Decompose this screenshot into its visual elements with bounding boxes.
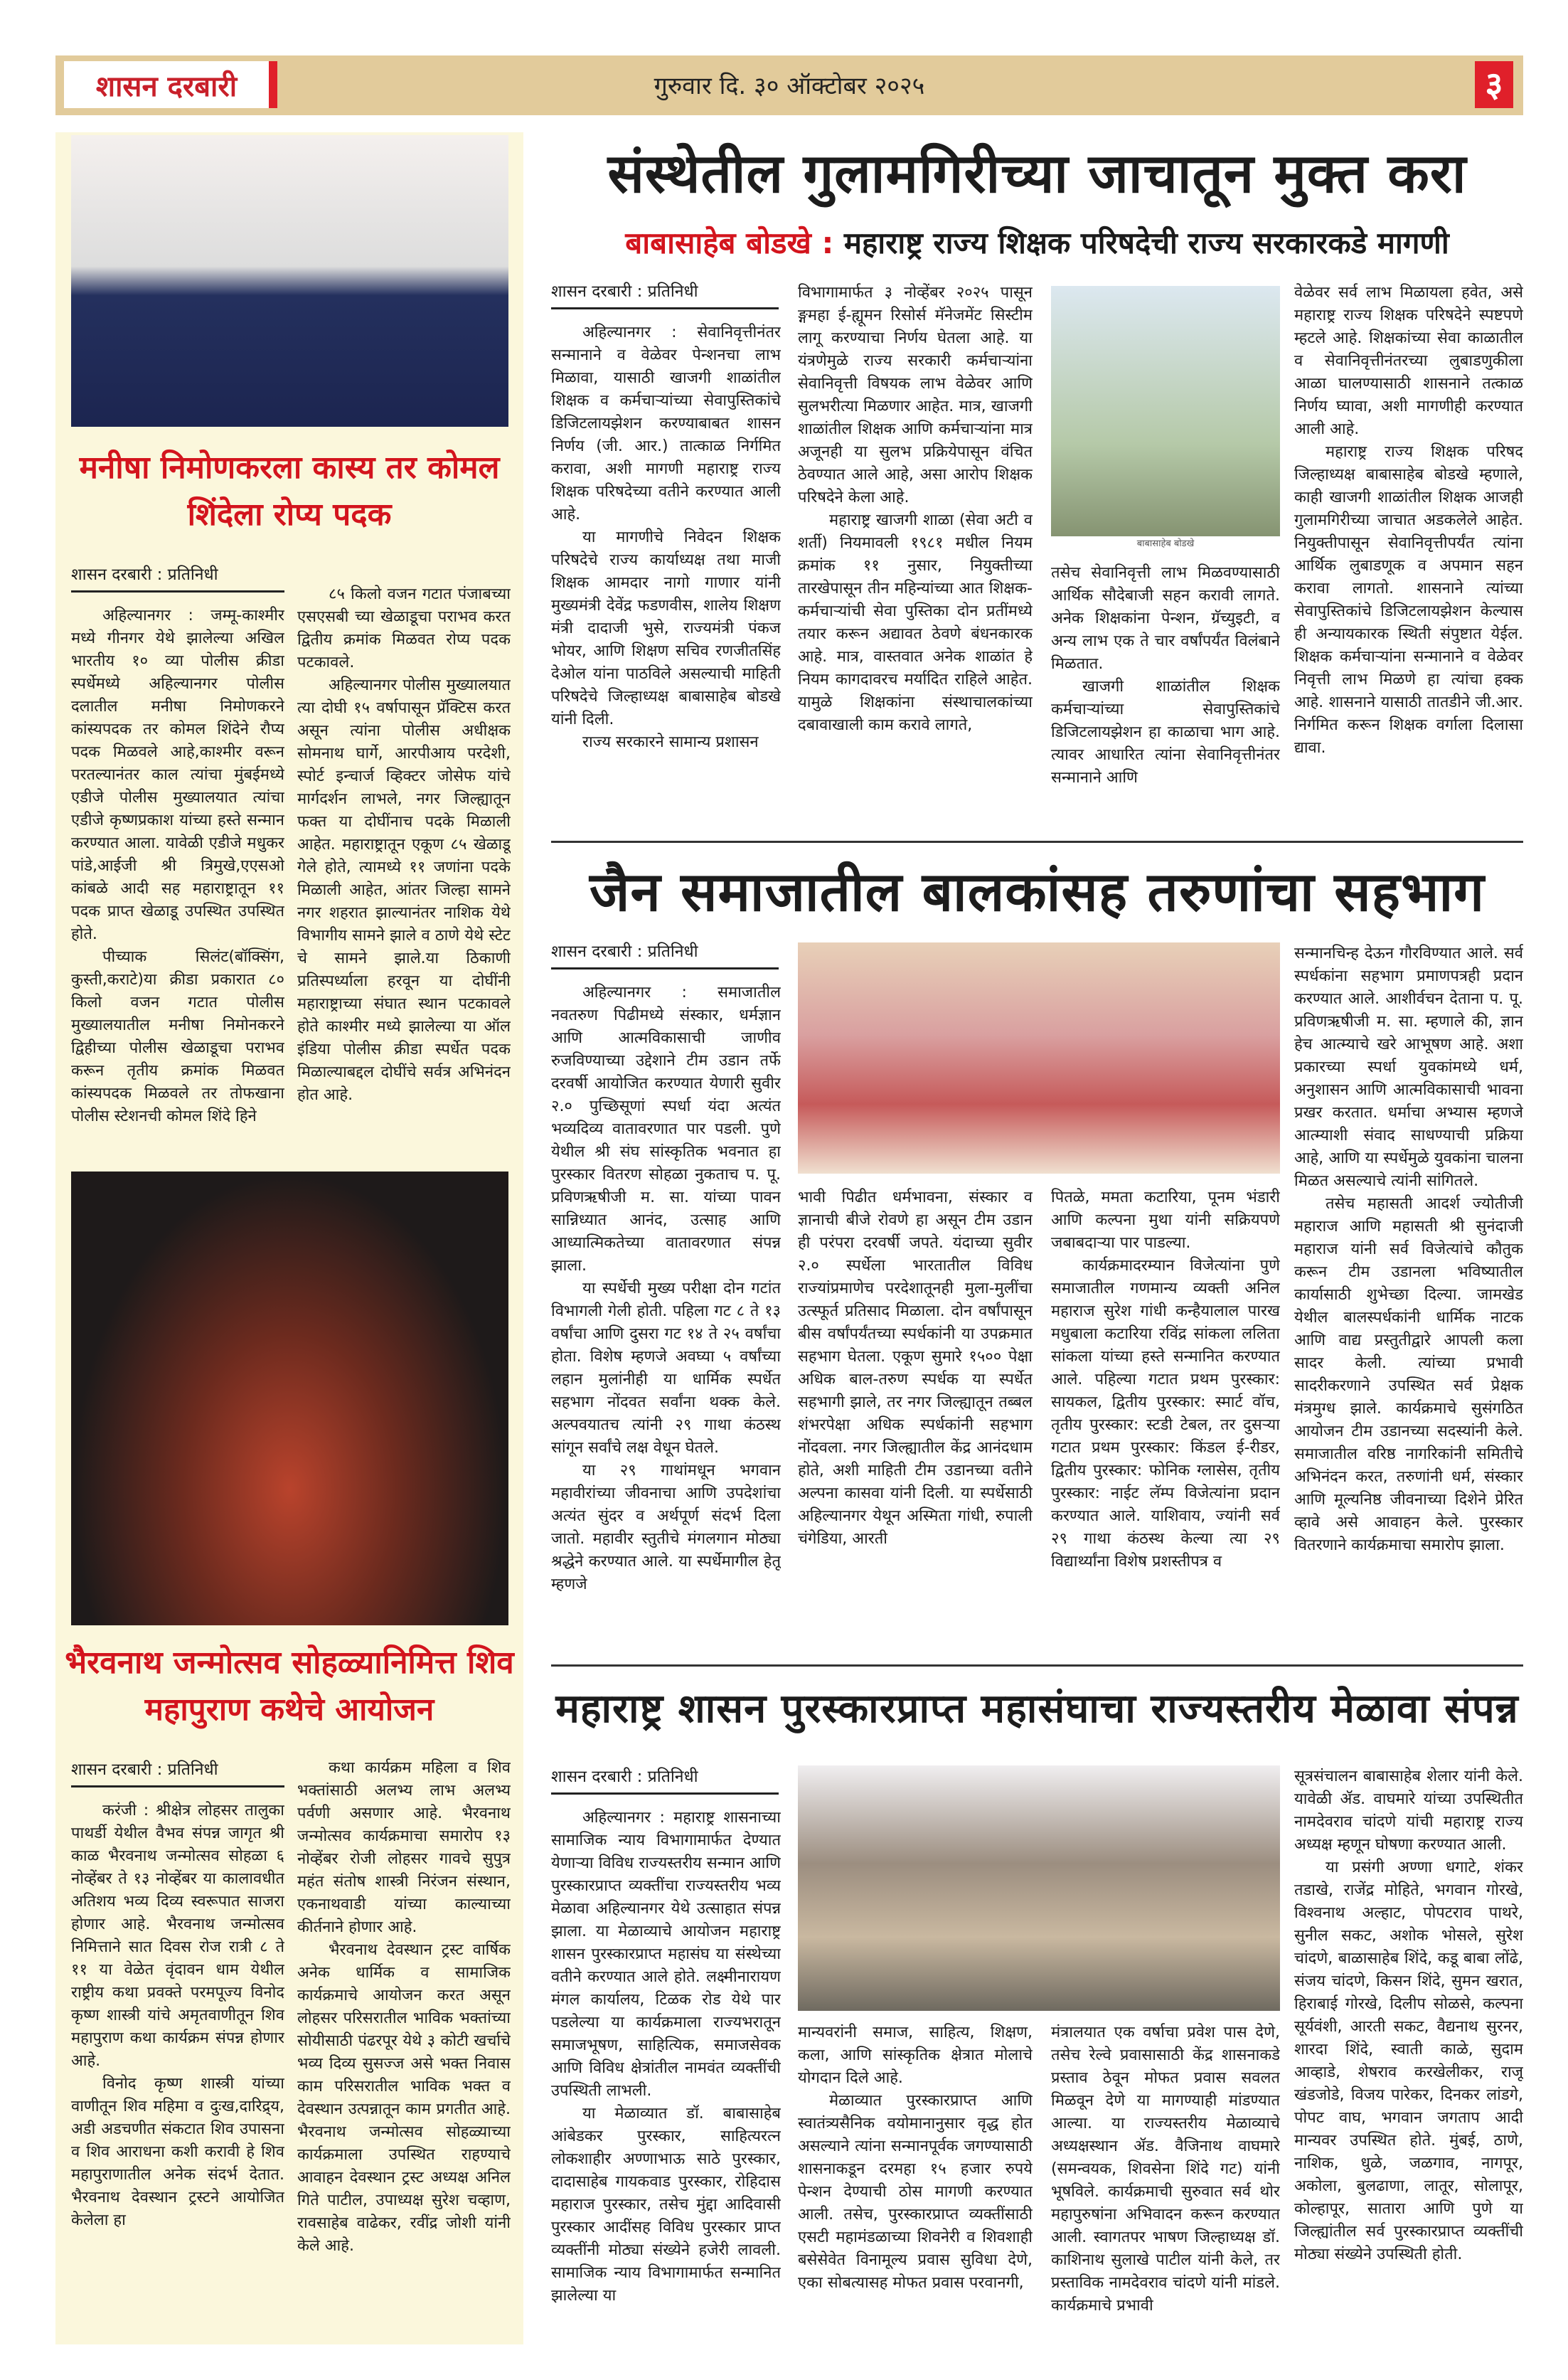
- article-column: [1051, 562, 1280, 828]
- paragraph: अहिल्यानगर : समाजातील नवतरुण पिढीमध्ये संस्कार, धर्मज्ञान आणि आत्मविकासाची जाणीव रुजविण्याच्या उद्देशाने टीम उडान तर्फे दरवर्षी आयोजित करण्यात येणारी सुवीर २.० पुच्छिसूणां स्पर्धा यंदा अत्यंत भव्यदिव्य वातावरणात पार पडली. पुणे येथील श्री संघ सांस्कृतिक भवनात हा पुरस्कार वितरण सोहळा नुकताच प. पू. प्रविणऋषीजी म. सा. यांच्या पावन सान्निध्यात आनंद, उत्साह आणि आध्यात्मिकतेच्या वातावरणात संपन्न झाला.: [551, 984, 781, 1275]
- paragraph: या २९ गाथांमधून भगवान महावीरांच्या जीवनाचा आणि उपदेशांचा अत्यंत सुंदर व अर्थपूर्ण संदर्भ दिला जातो. महावीर स्तुतीचे मंगलगान मोठ्या श्रद्धेने करण्यात आले. या स्पर्धेमागील हेतू म्हणजे: [551, 1462, 781, 1593]
- article-column: [798, 282, 1033, 828]
- article-column: [551, 982, 781, 1615]
- article-column: [551, 1807, 781, 2340]
- paragraph: तसेच सेवानिवृत्ती लाभ मिळवण्यासाठी आर्थिक सौदेबाजी सहन करावी लागते. अनेक शिक्षकांना पेन्शन, ग्रॅच्युइटी, व अन्य लाभ एक ते चार वर्षांपर्यंत विलंबाने मिळतात.: [1051, 564, 1280, 673]
- paragraph: अहिल्यानगर : सेवानिवृत्तीनंतर सन्मानाने व वेळेवर पेन्शनचा लाभ मिळावा, यासाठी खाजगी शाळांतील शिक्षक व कर्मचाऱ्यांच्या सेवापुस्तिकांचे डिजिटलायझेशन करण्याबाबत शासन निर्णय (जी. आर.) तात्काळ निर्गमित करावा, अशी मागणी महाराष्ट्र राज्य शिक्षक परिषदेच्या वतीने करण्यात आली आहे.: [551, 324, 781, 524]
- paragraph: या मेळाव्यात डॉ. बाबासाहेब आंबेडकर पुरस्कार, साहित्यरत्न लोकशाहीर अण्णाभाऊ साठे पुरस्कार, दादासाहेब गायकवाड पुरस्कार, रोहिदास महाराज पुरस्कार, तसेच मुंद्दा आदिवासी पुरस्कार आदींसह विविध पुरस्कार प्राप्त व्यक्तींनी मोठ्या संख्येने हजेरी लावली. सामाजिक न्याय विभागामार्फत सन्मानित झालेल्या या: [551, 2105, 781, 2305]
- subheadline-speaker: बाबासाहेब बोडखे :: [625, 225, 834, 260]
- paragraph: वेळेवर सर्व लाभ मिळायला हवेत, असे महाराष्ट्र राज्य शिक्षक परिषदेने स्पष्टपणे म्हटले आहे. शिक्षकांच्या सेवा काळातील व सेवानिवृत्तीनंतरच्या लुबाडणुकीला आळा घालण्यासाठी शासनाने तत्काळ निर्णय घ्यावा, अशी मागणीही करण्यात आली आहे.: [1294, 284, 1523, 438]
- paragraph: या स्पर्धेची मुख्य परीक्षा दोन गटांत विभागली गेली होती. पहिला गट ८ ते १३ वर्षांचा आणि दुसरा गट १४ ते २५ वर्षांचा होता. विशेष म्हणजे अवघ्या ५ वर्षांच्या लहान मुलांनीही या धार्मिक स्पर्धेत सहभाग नोंदवत सर्वांना थक्क केले. अल्पवयातच त्यांनी २९ गाथा कंठस्थ सांगून सर्वांचे लक्ष वेधून घेतले.: [551, 1280, 781, 1457]
- paragraph: कथा कार्यक्रम महिला व शिव भक्तांसाठी अलभ्य लाभ अलभ्य पर्वणी असणार आहे. भैरवनाथ जन्मोत्सव कार्यक्रमाचा समारोप १३ नोव्हेंबर रोजी लोहसर गावचे सुपुत्र महंत संतोष शास्त्री निरंजन संस्थान, एकनाथवाडी यांच्या काल्याच्या कीर्तनाने होणार आहे.: [297, 1759, 511, 1936]
- paragraph: या मागणीचे निवेदन शिक्षक परिषदेचे राज्य कार्याध्यक्ष तथा माजी शिक्षक आमदार नागो गाणार यांनी मुख्यमंत्री देवेंद्र फडणवीस, शालेय शिक्षण मंत्री दादाजी भुसे, राज्यमंत्री पंकज भोयर, आणि शिक्षण सचिव रणजीतसिंह देओल यांना पाठविले असल्याची माहिती परिषदेचे जिल्हाध्यक्ष बाबासाहेब बोडखे यांनी दिली.: [551, 528, 781, 728]
- paragraph: भावी पिढीत धर्मभावना, संस्कार व ज्ञानाची बीजे रोवणे हा असून टीम उडान ही परंपरा दरवर्षी जपते. यंदाच्या सुवीर २.० स्पर्धेला भारतातील विविध राज्यांप्रमाणेच परदेशातूनही मुला-मुलींचा उत्स्फूर्त प्रतिसाद मिळाला. दोन वर्षांपासून बीस वर्षांपर्यंतच्या स्पर्धकांनी या उपक्रमात सहभाग घेतला. एकूण सुमारे १५०० पेक्षा अधिक बाल-तरुण स्पर्धक या स्पर्धेत सहभागी झाले, तर नगर जिल्ह्यातून तब्बल शंभरपेक्षा अधिक स्पर्धकांनी सहभाग नोंदवला. नगर जिल्ह्यातील केंद्र आनंदधाम होते, अशी माहिती टीम उडानच्या वतीने अल्पना कासवा यांनी दिली. या स्पर्धेसाठी अहिल्यानगर येथून अस्मिता गांधी, रुपाली चंगेडिया, आरती: [798, 1189, 1033, 1548]
- article-column: [551, 322, 781, 828]
- paragraph: ८५ किलो वजन गटात पंजाबच्या एसएसबी च्या खेळाडूचा पराभव करत द्वितीय क्रमांक मिळवत रोप्य पदक पटकावले.: [297, 585, 511, 671]
- article-3-headline: महाराष्ट्र शासन पुरस्कारप्राप्त महासंघाचा राज्यस्तरीय मेळावा संपन्न: [555, 1686, 1519, 1732]
- issue-date: गुरुवार दि. ३० ऑक्टोबर २०२५: [654, 72, 925, 100]
- paragraph: कार्यक्रमादरम्यान विजेत्यांना पुणे समाजातील गणमान्य व्यक्ती अनिल महाराज सुरेश गांधी कन्हैयालाल पारख मधुबाला कटारिया रविंद्र सांकला ललिता सांकला यांच्या हस्ते सन्मानित करण्यात आले. पहिल्या गटात प्रथम पुरस्कार: सायकल, द्वितीय पुरस्कार: स्मार्ट वॉच, तृतीय पुरस्कार: स्टडी टेबल, तर दुसऱ्या गटात प्रथम पुरस्कार: किंडल ई-रीडर, द्वितीय पुरस्कार: फोनिक ग्लासेस, तृतीय पुरस्कार: नाईट लॅम्प विजेत्यांना प्रदान करण्यात आले. याशिवाय, ज्यांनी सर्व २९ गाथा कंठस्थ केल्या त्या २९ विद्यार्थ्यांना विशेष प्रशस्तीपत्र व: [1051, 1257, 1280, 1571]
- paragraph: खाजगी शाळांतील शिक्षक कर्मचाऱ्यांच्या सेवापुस्तिकांचे डिजिटलायझेशन हा काळाचा भाग आहे. त्यावर आधारित त्यांना सेवानिवृत्तीनंतर सन्मानाने आणि: [1051, 678, 1280, 787]
- paragraph: पितळे, ममता कटारिया, पूनम भंडारी आणि कल्पना मुथा यांनी सक्रियपणे जबाबदाऱ्या पार पाडल्या.: [1051, 1189, 1280, 1252]
- byline: शासन दरबारी : प्रतिनिधी: [551, 939, 779, 969]
- paragraph: भैरवनाथ देवस्थान ट्रस्ट वार्षिक अनेक धार्मिक व सामाजिक कार्यक्रमाचे आयोजन करत असून लोहसर परिसरातील भाविक भक्तांच्या सोयीसाठी पंढरपूर येथे ३ कोटी खर्चाचे भव्य दिव्य सुसज्ज असे भक्त निवास काम परिसरातील भाविक भक्त व देवस्थान उत्पन्नातून काम प्रगतीत आहे. भैरवनाथ जन्मोत्सव सोहळ्याच्या कार्यक्रमाला उपस्थित राहण्याचे आवाहन देवस्थान ट्रस्ट अध्यक्ष अनिल गिते पाटील, उपाध्यक्ष सुरेश चव्हाण, रावसाहेब वाढेकर, रवींद्र जोशी यांनी केले आहे.: [297, 1941, 511, 2255]
- article-column: [1294, 942, 1523, 1615]
- article-column: [1051, 1186, 1280, 1615]
- article-column: [297, 583, 511, 1159]
- article-column: [71, 1800, 284, 2337]
- article-column: [1051, 2022, 1280, 2340]
- paragraph: मान्यवरांनी समाज, साहित्य, शिक्षण, कला, आणि सांस्कृतिक क्षेत्रात मोलाचे योगदान दिले आहे.: [798, 2024, 1033, 2087]
- photo-caption: बाबासाहेब बोडखे: [1051, 536, 1280, 549]
- paragraph: अहिल्यानगर : महाराष्ट्र शासनाच्या सामाजिक न्याय विभागामार्फत देण्यात येणाऱ्या विविध राज्यस्तरीय सन्मान आणि पुरस्कारप्राप्त व्यक्तींचा राज्यस्तरीय भव्य मेळावा अहिल्यानगर येथे उत्साहात संपन्न झाला. या मेळाव्याचे आयोजन महाराष्ट्र शासन पुरस्कारप्राप्त महासंघ या संस्थेच्या वतीने करण्यात आले होते. लक्ष्मीनारायण मंगल कार्यालय, टिळक रोड येथे पार पडलेल्या या कार्यक्रमाला राज्यभरातून समाजभूषण, साहित्यिक, समाजसेवक आणि विविध क्षेत्रांतील नामवंत व्यक्तींची उपस्थिती लाभली.: [551, 1809, 781, 2100]
- paragraph: सूत्रसंचालन बाबासाहेब शेलार यांनी केले. यावेळी ॲड. वाघमारे यांच्या उपस्थितीत नामदेवराव चांदणे यांची महाराष्ट्र राज्य अध्यक्ष म्हणून घोषणा करण्यात आली.: [1294, 1768, 1523, 1854]
- bodkhe-portrait-photo: [1051, 286, 1280, 549]
- page-header: [55, 55, 1523, 115]
- paragraph: तसेच महासती आदर्श ज्योतीजी महाराज आणि महासती श्री सुनंदाजी महाराज यांनी सर्व विजेत्यांचे कौतुक करून टीम उडानला भविष्यातील कार्यासाठी शुभेच्छा दिल्या. जामखेड येथील बालस्पर्धकांनी धार्मिक नाटक आणि वाद्य प्रस्तुतीद्वारे आपली कला सादर केली. त्यांच्या प्रभावी सादरीकरणाने उपस्थित सर्व प्रेक्षक मंत्रमुग्ध झाले. कार्यक्रमाचे सुसंगठित आयोजन टीम उडानच्या सदस्यांनी केले. समाजातील वरिष्ठ नागरिकांनी समितीचे अभिनंदन करत, तरुणांनी धर्म, संस्कार आणि मूल्यनिष्ठ जीवनाच्या दिशेने प्रेरित व्हावे असे आवाहन केले. पुरस्कार वितरणाने कार्यक्रमाचा समारोप झाला.: [1294, 1195, 1523, 1554]
- article-1-subheadline: [551, 222, 1523, 262]
- masthead-logo: शासन दरबारी: [64, 61, 277, 108]
- paragraph: महाराष्ट्र राज्य शिक्षक परिषद जिल्हाध्यक्ष बाबासाहेब बोडखे म्हणाले, काही खाजगी शाळांतील शिक्षक आजही गुलामगिरीच्या जाचात अडकलेले आहेत. नियुक्तीपासून सेवानिवृत्तीपर्यंत त्यांना आर्थिक लुबाडणूक व अपमान सहन करावा लागतो. शासनाने त्यांच्या सेवापुस्तिकांचे डिजिटलायझेशन केल्यास ही अन्यायकारक स्थिती संपुष्टात येईल. शिक्षक कर्मचाऱ्यांना सन्मानाने व वेळेवर निवृत्ती लाभ मिळणे हा त्यांचा हक्क आहे. शासनाने यासाठी तातडीने जी.आर. निर्गमित करून शिक्षक वर्गाला दिलासा द्यावा.: [1294, 443, 1523, 757]
- paragraph: पीच्याक सिलंट(बॉक्सिंग, कुस्ती,कराटे)या क्रीडा प्रकारात ८० किलो वजन गटात पोलीस मुख्यालयातील मनीषा निमोनकरने द्विहीच्या पोलीस खेळाडूचा पराभव करून तृतीय क्रमांक मिळवत कांस्यपदक मिळवले तर तोफखाना पोलीस स्टेशनची कोमल शिंदे हिने: [71, 948, 284, 1125]
- page-number: ३: [1475, 61, 1513, 108]
- paragraph: या प्रसंगी अण्णा धगाटे, शंकर तडाखे, राजेंद्र मोहिते, भगवान गोरखे, विश्वनाथ अल्हाट, पोपटराव पाथरे, सुनील सकट, अशोक भोसले, सुरेश चांदणे, बाळासाहेब शिंदे, कडू बाबा लोंढे, संजय चांदणे, किसन शिंदे, सुमन खरात, हिराबाई गोरखे, दिलीप सोळसे, कल्पना सूर्यवंशी, आरती सकट, वैद्यनाथ सुरनर, शारदा शिंदे, स्वाती काळे, सुदाम आव्हाडे, शेषराव करखेलीकर, राजू खंडजोडे, विजय पारेकर, दिनकर लांडगे, पोपट वाघ, भगवान जगताप आदी मान्यवर उपस्थित होते. मुंबई, ठाणे, नाशिक, धुळे, जळगाव, नागपूर, अकोला, बुलढाणा, लातूर, सोलापूर, कोल्हापूर, सातारा आणि पुणे या जिल्ह्यांतील सर्व पुरस्कारप्राप्त व्यक्तींची मोठ्या संख्येने उपस्थिती होती.: [1294, 1859, 1523, 2263]
- shastri-photo: [71, 1172, 508, 1625]
- article-column: [1294, 282, 1523, 828]
- article-1-headline: संस्थेतील गुलामगिरीच्या जाचातून मुक्त करा: [607, 142, 1467, 205]
- jain-event-photo: [798, 942, 1280, 1174]
- article-column: [297, 1757, 511, 2337]
- byline: शासन दरबारी : प्रतिनिधी: [551, 1764, 779, 1795]
- sidebar-headline-1: मनीषा निमोणकरला कास्य तर कोमल शिंदेला रोप्य पदक: [79, 450, 500, 533]
- divider: [551, 841, 1523, 843]
- paragraph: राज्य सरकारने सामान्य प्रशासन: [582, 733, 759, 751]
- divider: [551, 1664, 1523, 1667]
- paragraph: अहिल्यानगर पोलीस मुख्यालयात त्या दोघी १५ वर्षापासून प्रॅक्टिस करत असून त्यांना पोलीस अधीक्षक सोमनाथ घार्गे, आरपीआय परदेशी, स्पोर्ट इन्चार्ज व्हिक्टर जोसेफ यांचे मार्गदर्शन लाभले, नगर जिल्ह्यातून फक्त या दोघींनाच पदके मिळाली आहेत. महाराष्ट्रातून एकूण ८५ खेळाडू गेले होते, त्यामध्ये ११ जणांना पदके मिळाली आहेत, आंतर जिल्हा सामने नगर शहरात झाल्यानंतर नाशिक येथे विभागीय सामने झाले व ठाणे येथे स्टेट चे सामने झाले.या ठिकाणी प्रतिस्पर्ध्याला हरवून या दोघींनी महाराष्ट्राच्या संघात स्थान पटकावले होते काश्मीर मध्ये झालेल्या या ऑल इंडिया पोलीस क्रीडा स्पर्धेत पदक मिळाल्याबद्दल दोघींचे सर्वत्र अभिनंदन होत आहे.: [297, 676, 511, 1104]
- article-column: [798, 1186, 1033, 1615]
- byline: शासन दरबारी : प्रतिनिधी: [71, 562, 284, 593]
- paragraph: मंत्रालयात एक वर्षाचा प्रवेश पास देणे, तसेच रेल्वे प्रवासासाठी केंद्र शासनाकडे प्रस्ताव ठेवून मोफत प्रवास सवलत मिळवून देणे या मागण्याही मांडण्यात आल्या. या राज्यस्तरीय मेळाव्याचे अध्यक्षस्थान ॲड. वैजिनाथ वाघमारे (समन्वयक, शिवसेना शिंदे गट) यांनी भूषविले. कार्यक्रमाची सुरुवात सर्व थोर महापुरुषांना अभिवादन करून करण्यात आली. स्वागतपर भाषण जिल्हाध्यक्ष डॉ. काशिनाथ सुलाखे पाटील यांनी केले, तर प्रस्ताविक नामदेवराव चांदणे यांनी मांडले. कार्यक्रमाचे प्रभावी: [1051, 2024, 1280, 2315]
- paragraph: विनोद कृष्ण शास्त्री यांच्या वाणीतून शिव महिमा व दुःख,दारिद्र्य, अडी अडचणीत संकटात शिव उपासना व शिव आराधना कशी करावी हे शिव महापुराणातील अनेक संदर्भ देतात. भैरवनाथ देवस्थान ट्रस्टने आयोजित केलेला हा: [71, 2075, 284, 2229]
- subheadline-text: महाराष्ट्र राज्य शिक्षक परिषदेची राज्य सरकारकडे मागणी: [833, 225, 1449, 260]
- article-2-headline: जैन समाजातील बालकांसह तरुणांचा सहभाग: [590, 860, 1485, 923]
- paragraph: मेळाव्यात पुरस्कारप्राप्त आणि स्वातंत्र्यसैनिक वयोमानानुसार वृद्ध होत असल्याने त्यांना सन्मानपूर्वक जगण्यासाठी शासनाकडून दरमहा १५ हजार रुपये पेन्शन देण्याची ठोस मागणी करण्यात आली. तसेच, पुरस्कारप्राप्त व्यक्तींसाठी एसटी महामंडळाच्या शिवनेरी व शिवशाही बसेसेवेत विनामूल्य प्रवास सुविधा देणे, एका सोबत्यासह मोफत प्रवास परवानगी,: [798, 2092, 1033, 2292]
- sidebar-headline-2: भैरवनाथ जन्मोत्सव सोहळ्यानिमित्त शिव महापुराण कथेचे आयोजन: [65, 1645, 514, 1728]
- article-column: [71, 605, 284, 1159]
- paragraph: सन्मानचिन्ह देऊन गौरविण्यात आले. सर्व स्पर्धकांना सहभाग प्रमाणपत्रही प्रदान करण्यात आले. आशीर्वचन देताना प. पू. प्रविणऋषीजी म. सा. म्हणाले की, ज्ञान हेच आत्म्याचे खरे आभूषण आहे. अशा प्रकारच्या स्पर्धा युवकांमध्ये धर्म, अनुशासन आणि आत्मविकासाची भावना प्रखर करतात. धर्माचा अभ्यास म्हणजे आत्म्याशी संवाद साधण्याची प्रक्रिया आहे, आणि या स्पर्धेमुळे युवकांना चालना मिळत असल्याचे त्यांनी सांगितले.: [1294, 945, 1523, 1190]
- article-column: [1294, 1765, 1523, 2340]
- article-column: [798, 2022, 1033, 2340]
- byline: शासन दरबारी : प्रतिनिधी: [71, 1757, 284, 1787]
- award-ceremony-photo: [798, 1765, 1280, 2011]
- paragraph: विभागामार्फत ३ नोव्हेंबर २०२५ पासून ङ्गमहा ई-ह्यूमन रिसोर्स मॅनेजमेंट सिस्टीम लागू करण्याचा निर्णय घेतला आहे. या यंत्रणेमुळे राज्य सरकारी कर्मचाऱ्यांना सेवानिवृत्ती विषयक लाभ वेळेवर आणि सुलभरीत्या मिळणार आहेत. मात्र, खाजगी शाळांतील शिक्षक आणि कर्मचाऱ्यांना मात्र अजूनही या सुलभ प्रक्रियेपासून वंचित ठेवण्यात आले आहे, असा आरोप शिक्षक परिषदेने केला आहे.: [798, 284, 1033, 506]
- paragraph: अहिल्यानगर : जम्मू-काश्मीर मध्ये गीनगर येथे झालेल्या अखिल भारतीय १० व्या पोलीस क्रीडा स्पर्धेमध्ये अहिल्यानगर पोलीस दलातील मनीषा निमोणकरने कांस्यपदक तर कोमल शिंदेने रौप्य पदक मिळवले आहे,काश्मीर वरून परतल्यानंतर काल त्यांचा मुंबईमध्ये एडीजे पोलीस मुख्यालयात त्यांचा एडीजे कृष्णप्रकाश यांच्या हस्ते सन्मान करण्यात आला. यावेळी एडीजे मधुकर पांडे,आईजी श्री त्रिमुखे,एएसओ कांबळे आदी सह महाराष्ट्रातून ११ पदक प्राप्त खेळाडू उपस्थित उपस्थित होते.: [71, 607, 284, 943]
- medal-winners-photo: [71, 135, 508, 427]
- byline: शासन दरबारी : प्रतिनिधी: [551, 279, 779, 309]
- paragraph: महाराष्ट्र खाजगी शाळा (सेवा अटी व शर्ती) नियमावली १९८१ मधील नियम क्रमांक ११ नुसार, नियुक्तीच्या तारखेपासून तीन महिन्यांच्या आत शिक्षक-कर्मचाऱ्यांची सेवा पुस्तिका दोन प्रतींमध्ये तयार करून अद्यावत ठेवणे बंधनकारक आहे. मात्र, वास्तवात अनेक शाळांत हे नियम कागदावरच मर्यादित राहिले आहेत. यामुळे शिक्षकांना संस्थाचालकांच्या दबावाखाली काम करावे लागते,: [798, 511, 1033, 734]
- paragraph: करंजी : श्रीक्षेत्र लोहसर तालुका पाथर्डी येथील वैभव संपन्न जागृत श्री काळ भैरवनाथ जन्मोत्सव सोहळा ६ नोव्हेंबर ते १३ नोव्हेंबर या कालावधीत अतिशय भव्य दिव्य स्वरूपात साजरा होणार आहे. भैरवनाथ जन्मोत्सव निमित्ताने सात दिवस रोज रात्री ८ ते ११ या वेळेत वृंदावन धाम येथील राष्ट्रीय कथा प्रवक्ते परमपूज्य विनोद कृष्ण शास्त्री यांचे अमृतवाणीतून शिव महापुराण कथा कार्यक्रम संपन्न होणार आहे.: [71, 1802, 284, 2070]
